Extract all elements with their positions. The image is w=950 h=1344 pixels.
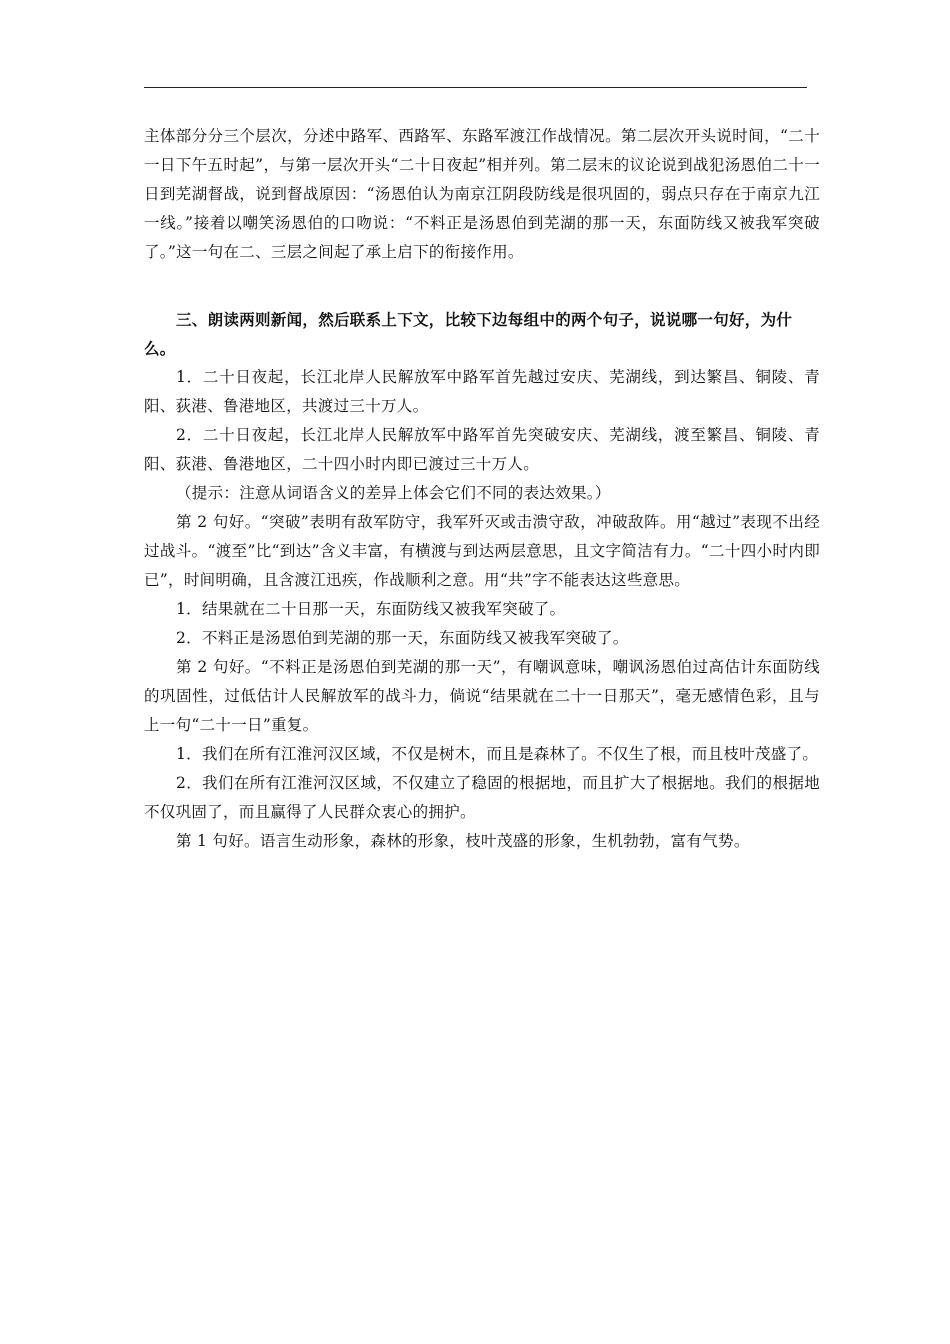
group3-sentence1: 1．我们在所有江淮河汉区域，不仅是树木，而且是森林了。不仅生了根，而且枝叶茂盛了。 [176,745,819,763]
group1-sentence2: 2．二十日夜起，长江北岸人民解放军中路军首先突破安庆、芜湖线，渡至繁昌、铜陵、青阳、荻港、鲁港地区，二十四小时内即已渡过三十万人。 [144,426,820,473]
document-body [144,122,820,856]
group2-sentence1: 1．结果就在二十日那一天，东面防线又被我军突破了。 [176,600,566,618]
group2-answer: 第 2 句好。“不料正是汤恩伯到芜湖的那一天”，有嘲讽意味，嘲讽汤恩伯过高估计东面防线的巩固性，过低估计人民解放军的战斗力，倘说“结果就在二十一日那天”，毫无感情色彩，且与上一句“二十一日”重复。 [144,658,820,734]
group1-sentence1: 1．二十日夜起，长江北岸人民解放军中路军首先越过安庆、芜湖线，到达繁昌、铜陵、青阳、荻港、鲁港地区，共渡过三十万人。 [144,368,820,415]
exercise-heading: 三、朗读两则新闻，然后联系上下文，比较下边每组中的两个句子，说说哪一句好，为什么。 [144,310,793,358]
group3-answer: 第 1 句好。语言生动形象，森林的形象，枝叶茂盛的形象，生机勃勃，富有气势。 [176,832,750,850]
group2-sentence2: 2．不料正是汤恩伯到芜湖的那一天，东面防线又被我军突破了。 [176,629,629,647]
header-rule [144,87,807,88]
group3-sentence2: 2．我们在所有江淮河汉区域，不仅建立了稳固的根据地，而且扩大了根据地。我们的根据地不仅巩固了，而且赢得了人民群众衷心的拥护。 [144,774,820,821]
group1-answer: 第 2 句好。“突破”表明有敌军防守，我军歼灭或击溃守敌，冲破敌阵。用“越过”表现不出经过战斗。“渡至”比“到达”含义丰富，有横渡与到达两层意思，且文字简洁有力。“二十四小时内即已”，时间明确，且含渡江迅疾，作战顺利之意。用“共”字不能表达这些意思。 [144,513,820,589]
intro-paragraph: 主体部分分三个层次，分述中路军、西路军、东路军渡江作战情况。第二层次开头说时间，“二十一日下午五时起”，与第一层次开头“二十日夜起”相并列。第二层末的议论说到战犯汤恩伯二十一日到芜湖督战，说到督战原因：“汤恩伯认为南京江阴段防线是很巩固的，弱点只存在于南京九江一线。”接着以嘲笑汤恩伯的口吻说：“不料正是汤恩伯到芜湖的那一天，东面防线又被我军突破了。”这一句在二、三层之间起了承上启下的衔接作用。 [144,127,820,261]
hint-paragraph: （提示：注意从词语含义的差异上体会它们不同的表达效果。） [176,484,611,502]
